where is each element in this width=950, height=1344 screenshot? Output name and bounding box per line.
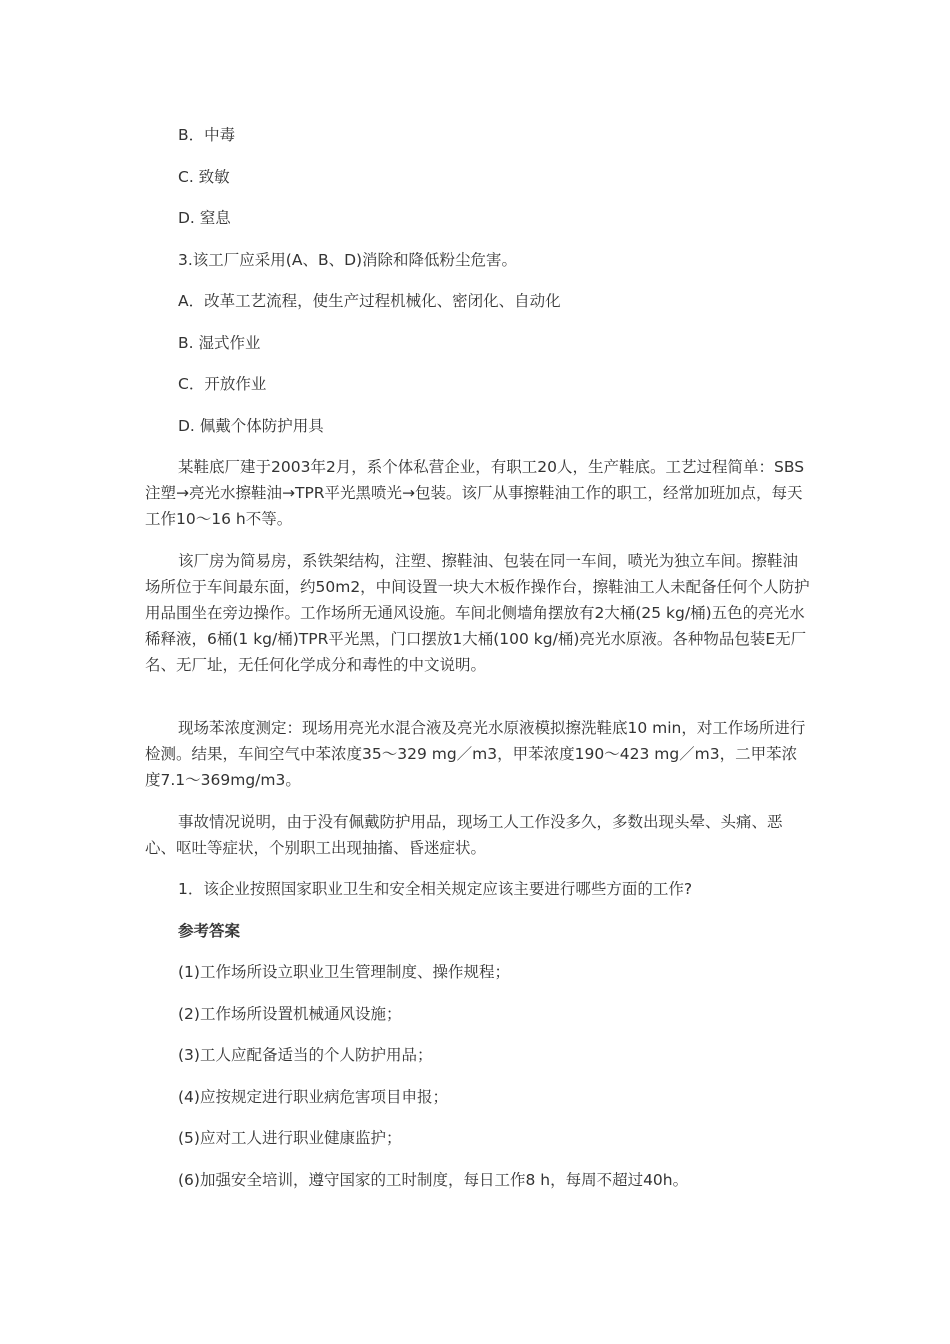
answer-item-6: (6)加强安全培训，遵守国家的工时制度，每日工作8 h，每周不超过40h。 [178, 1170, 689, 1189]
case-paragraph-2: 该厂房为简易房，系铁架结构，注塑、擦鞋油、包装在同一车间，喷光为独立车间。擦鞋油场所位于车间最东面，约50m2，中间设置一块大木板作操作台，擦鞋油工人未配备任何个人防护用品围坐在旁边操作。工作场所无通风设施。车间北侧墙角摆放有2大桶(25 kg/桶)五色的亮光水稀释液，6桶(1 kg/桶)TPR平光黑，门口摆放1大桶(100 kg/桶)亮光水原液。各种物品包装E无厂名、无厂址，无任何化学成分和毒性的中文说明。 [145, 551, 810, 674]
q3-option-c: C．开放作业 [178, 375, 267, 393]
option-b: B．中毒 [178, 126, 236, 144]
q3-option-a: A．改革工艺流程，使生产过程机械化、密闭化、自动化 [178, 292, 561, 310]
case-paragraph-1: 某鞋底厂建于2003年2月，系个体私营企业，有职工20人，生产鞋底。工艺过程简单：SBS注塑→亮光水擦鞋油→TPR平光黑喷光→包装。该厂从事擦鞋油工作的职工，经常加班加点，每天工作10～16 h不等。 [145, 458, 805, 528]
answer-item-4: (4)应按规定进行职业病危害项目申报； [178, 1087, 448, 1106]
case-paragraph-4: 事故情况说明，由于没有佩戴防护用品，现场工人工作没多久，多数出现头晕、头痛、恶心、呕吐等症状，个别职工出现抽搐、昏迷症状。 [145, 812, 783, 857]
answer-item-3: (3)工人应配备适当的个人防护用品； [178, 1046, 433, 1064]
q3-option-d: D. 佩戴个体防护用具 [178, 416, 324, 435]
option-c: C. 致敏 [178, 167, 230, 186]
case-paragraph-3: 现场苯浓度测定：现场用亮光水混合液及亮光水原液模拟擦洗鞋底10 min，对工作场所进行检测。结果，车间空气中苯浓度35～329 mg／m3，甲苯浓度190～423 mg／m3，二甲苯浓度7.1～369mg/m3。 [145, 719, 806, 789]
answer-item-1: (1)工作场所设立职业卫生管理制度、操作规程； [178, 963, 510, 981]
q3-option-b: B. 湿式作业 [178, 333, 261, 352]
document-page [145, 122, 810, 1208]
answer-heading: 参考答案 [178, 921, 241, 940]
option-d: D. 窒息 [178, 209, 231, 227]
answer-item-2: (2)工作场所设置机械通风设施； [178, 1004, 402, 1023]
question-3-stem: 3.该工厂应采用(A、B、D)消除和降低粉尘危害。 [178, 250, 518, 269]
answer-item-5: (5)应对工人进行职业健康监护； [178, 1129, 402, 1147]
paragraph-gap [145, 693, 810, 715]
question-1: 1．该企业按照国家职业卫生和安全相关规定应该主要进行哪些方面的工作? [178, 880, 693, 898]
